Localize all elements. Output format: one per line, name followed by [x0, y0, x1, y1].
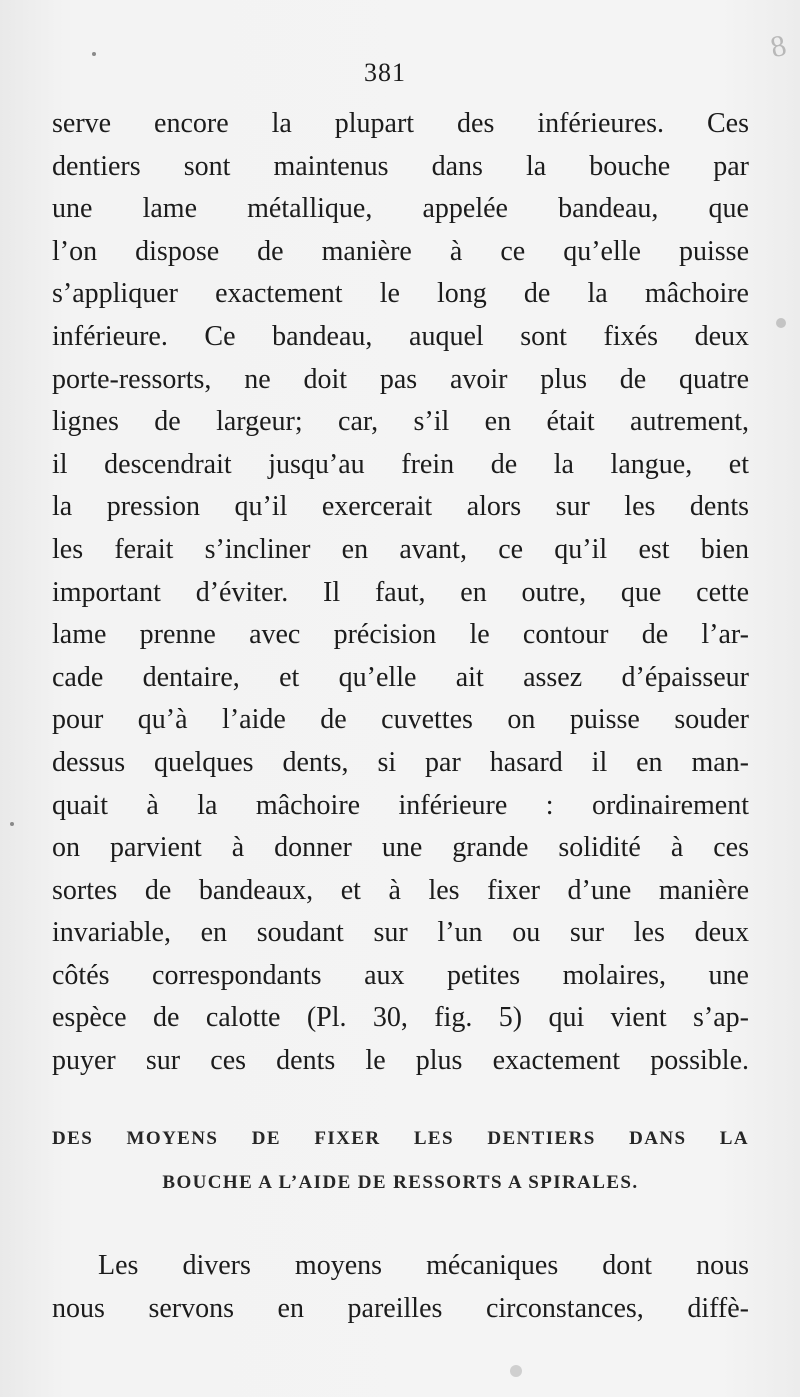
- pencil-annotation: 8: [767, 28, 790, 65]
- text-line: les ferait s’incliner en avant, ce qu’il est bien: [52, 533, 749, 565]
- text-line: dessus quelques dents, si par hasard il en man-: [52, 746, 749, 778]
- paragraph-2: [52, 1245, 749, 1330]
- text-line: Les divers moyens mécaniques dont nous: [98, 1250, 749, 1281]
- text-line: la pression qu’il exercerait alors sur les dents: [52, 491, 749, 523]
- text-line: l’on dispose de manière à ce qu’elle puisse: [52, 235, 749, 267]
- text-line: il descendrait jusqu’au frein de la langue, et: [52, 448, 749, 480]
- text-line: puyer sur ces dents le plus exactement possible.: [52, 1045, 749, 1077]
- text-line: cade dentaire, et qu’elle ait assez d’épaisseur: [52, 661, 749, 693]
- text-line: serve encore la plupart des inférieures. Ces: [52, 108, 749, 139]
- text-line: important d’éviter. Il faut, en outre, que cette: [52, 576, 749, 608]
- text-line: lignes de largeur; car, s’il en était autrement,: [52, 406, 749, 438]
- text-line: nous servons en pareilles circonstances, diffè-: [52, 1292, 749, 1324]
- section-heading-line-2: BOUCHE A L’AIDE DE RESSORTS A SPIRALES.: [162, 1172, 639, 1193]
- text-line: invariable, en soudant sur l’un ou sur les deux: [52, 917, 749, 949]
- paragraph-1: [52, 103, 749, 1083]
- text-line: espèce de calotte (Pl. 30, fig. 5) qui vient s’ap-: [52, 1002, 749, 1034]
- text-line: côtés correspondants aux petites molaires, une: [52, 959, 749, 991]
- text-line: on parvient à donner une grande solidité à ces: [52, 832, 749, 864]
- text-line: une lame métallique, appelée bandeau, que: [52, 193, 749, 225]
- ink-speck: [92, 52, 96, 56]
- text-line: lame prenne avec précision le contour de l’ar-: [52, 619, 749, 651]
- text-line: dentiers sont maintenus dans la bouche par: [52, 150, 749, 182]
- text-line: sortes de bandeaux, et à les fixer d’une manière: [52, 874, 749, 906]
- text-line: porte-ressorts, ne doit pas avoir plus de quatre: [52, 363, 749, 395]
- text-line: inférieure. Ce bandeau, auquel sont fixés deux: [52, 320, 749, 352]
- section-heading-line-1: DES MOYENS DE FIXER LES DENTIERS DANS LA: [52, 1128, 749, 1149]
- text-line: s’appliquer exactement le long de la mâchoire: [52, 278, 749, 310]
- ink-speck: [10, 822, 14, 826]
- page-number: 381: [364, 58, 406, 87]
- ink-speck: [510, 1365, 522, 1377]
- ink-speck: [776, 318, 786, 328]
- text-line: quait à la mâchoire inférieure : ordinairement: [52, 789, 749, 821]
- text-line: pour qu’à l’aide de cuvettes on puisse souder: [52, 704, 749, 736]
